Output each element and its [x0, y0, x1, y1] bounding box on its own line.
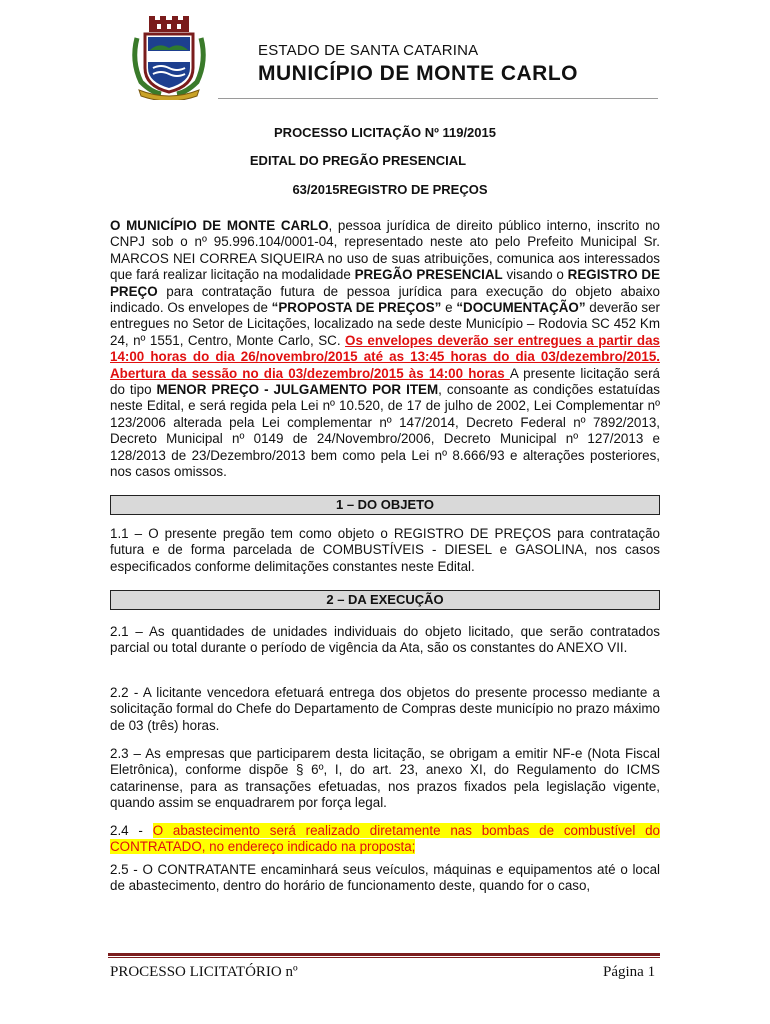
process-title: PROCESSO LICITAÇÃO Nº 119/2015: [274, 125, 496, 140]
intro-text-5: deverão ser entregues no Setor de Licitações, localizado na sede deste Município – Rodovia SC 452 Km 24, nº 1551, Centro, Monte Carlo, SC.: [110, 300, 661, 348]
intro-documentacao-bold: “DOCUMENTAÇÃO”: [456, 300, 586, 316]
clause-2-4: [110, 823, 660, 856]
intro-text-2: visando o: [502, 267, 568, 283]
intro-registro-bold: REGISTRO DE PREÇO: [110, 267, 660, 299]
clause-2-4-number: 2.4 -: [110, 823, 153, 838]
intro-text-3: para contratação futura de pessoa jurídica para execução do objeto abaixo indicado. Os envelopes de: [110, 283, 660, 316]
intro-text-6: A presente licitação será do tipo: [110, 365, 660, 398]
state-name: ESTADO DE SANTA CATARINA: [258, 42, 479, 59]
footer-process-label: PROCESSO LICITATÓRIO nº: [110, 964, 298, 980]
clause-2-2: 2.2 - A licitante vencedora efetuará entrega dos objetos do presente processo mediante a solicitação formal do Chefe do Departamento de Compras deste município no prazo máximo de 03 (três) horas.: [110, 685, 660, 733]
section-1-header: 1 – DO OBJETO: [110, 495, 660, 515]
header-divider: [218, 98, 658, 99]
intro-text-7: , consoante as condições estatuídas neste Edital, e será regida pela Lei nº 10.520, de 17 de julho de 2002, Lei Complementar nº 123/2006 alterada pela Lei complementar nº 147/2014, Decreto Federal nº 7892/2013, Decreto Municipal nº 0149 de 24/Novembro/2006, Decreto Municipal nº 127/2013 e 128/2013 de 23/Dezembro/2013 bem como pela Lei nº 8.666/93 e alterações posteriores, nos casos omissos.: [110, 382, 660, 480]
clause-2-3: 2.3 – As empresas que participarem desta licitação, se obrigam a emitir NF-e (Nota Fiscal Eletrônica), conforme dispõe § 6º, I, do art. 23, anexo XI, do Regulamento do ICMS catarinense, para as transações efetuadas, nos prazos fixados pela legislação vigente, quando assim se enquadrarem por força legal.: [110, 746, 660, 811]
intro-municipality-bold: O MUNICÍPIO DE MONTE CARLO: [110, 218, 329, 233]
municipality-name: MUNICÍPIO DE MONTE CARLO: [258, 62, 578, 85]
intro-text-4: e: [441, 300, 457, 316]
intro-modality-bold: PREGÃO PRESENCIAL: [354, 267, 503, 283]
intro-paragraph: [110, 218, 660, 481]
footer-divider-thin: [108, 957, 660, 958]
intro-text-1: , pessoa jurídica de direito público interno, inscrito no CNPJ sob o nº 95.996.104/0001-04, representado neste ato pelo Prefeito Municipal Sr. MARCOS NEI CORREA SIQUEIRA no uso de suas atribuições, comunica aos interessados que fará realizar licitação na modalidade: [110, 218, 660, 283]
footer-page-number: Página 1: [603, 964, 656, 980]
clause-2-1: 2.1 – As quantidades de unidades individuais do objeto licitado, que serão contratados parcial ou total durante o período de vigência da Ata, são os constantes do ANEXO VII.: [110, 624, 660, 656]
section-2-header: 2 – DA EXECUÇÃO: [110, 590, 660, 610]
registro-title: 63/2015REGISTRO DE PREÇOS: [292, 182, 488, 197]
clause-1-1: 1.1 – O presente pregão tem como objeto o REGISTRO DE PREÇOS para contratação futura e de forma parcelada de COMBUSTÍVEIS - DIESEL e GASOLINA, nos casos especificados conforme delimitações constantes neste Edital.: [110, 526, 660, 574]
clause-2-5: 2.5 - O CONTRATANTE encaminhará seus veículos, máquinas e equipamentos até o local de abastecimento, dentro do horário de funcionamento deste, quando for o caso,: [110, 862, 660, 894]
intro-deadline-notice: Os envelopes deverão ser entregues a partir das 14:00 horas do dia 26/novembro/2015 até as 13:45 horas do dia 03/dezembro/2015. Abertura da sessão no dia 03/dezembro/2015 às 14:00 horas: [110, 332, 660, 381]
intro-proposta-bold: “PROPOSTA DE PREÇOS”: [271, 300, 442, 316]
footer-divider-thick: [108, 953, 660, 956]
intro-tipo-bold: MENOR PREÇO - JULGAMENTO POR ITEM: [156, 382, 439, 398]
edital-title: EDITAL DO PREGÃO PRESENCIAL: [249, 153, 467, 168]
clause-2-4-highlighted-text: O abastecimento será realizado diretamente nas bombas de combustível do CONTRATADO, no endereço indicado na proposta;: [110, 823, 660, 855]
municipal-coat-of-arms-icon: [127, 16, 211, 100]
